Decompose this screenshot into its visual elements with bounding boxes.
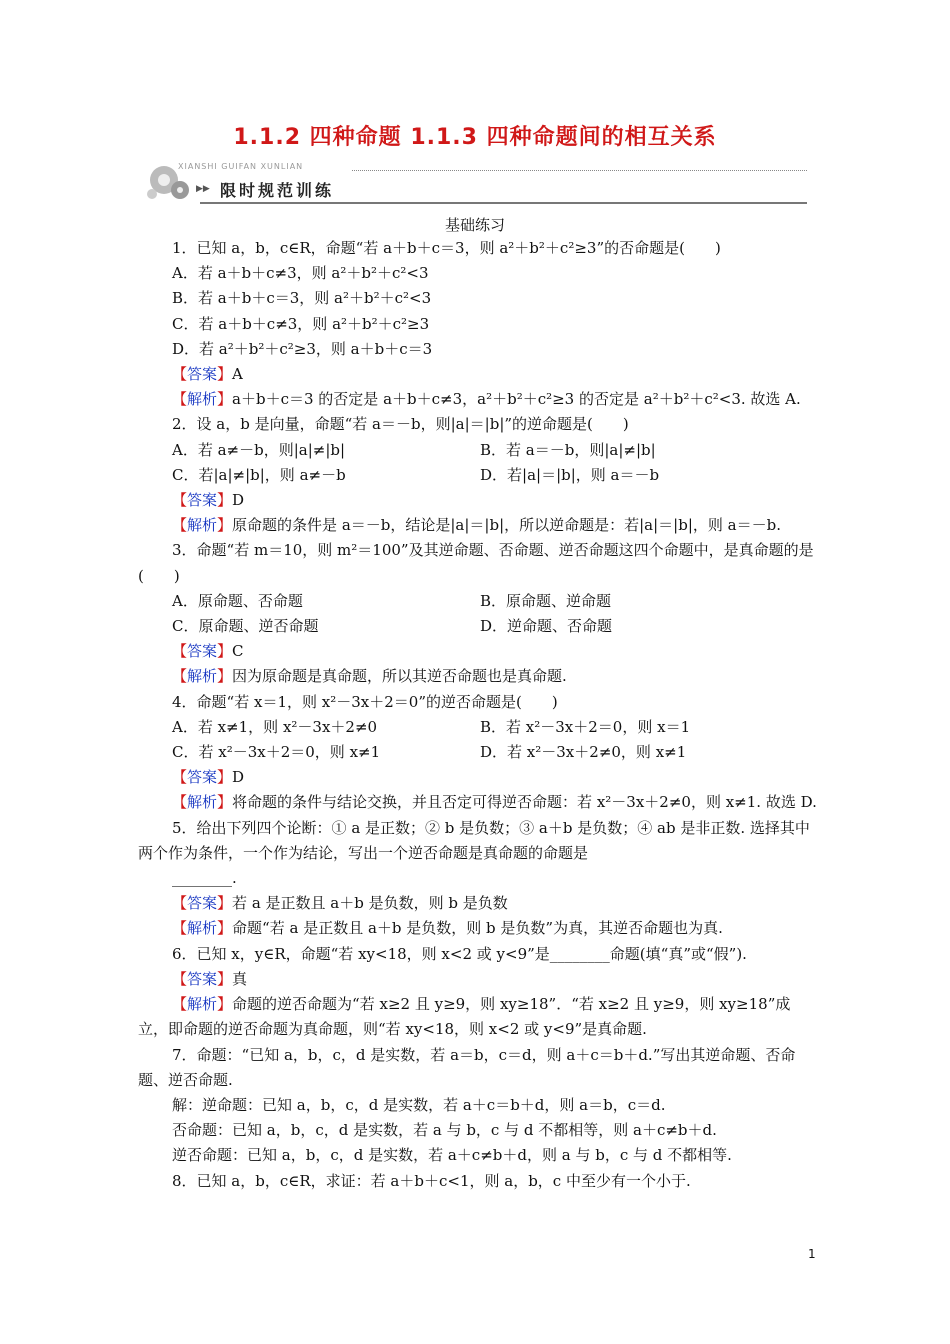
- analysis-5: 【解析】命题“若 a 是正数且 a＋b 是负数，则 b 是负数”为真，其逆否命题也为真.: [172, 919, 723, 938]
- question-5: 5．给出下列四个论断：① a 是正数；② b 是负数；③ a＋b 是负数；④ ab 是非正数. 选择其中两个作为条件，一个作为结论，写出一个逆否命题是真命题的命题是: [138, 818, 810, 862]
- option-4b: B．若 x²－3x＋2＝0，则 x＝1: [480, 717, 691, 736]
- arrow-icon: ▶▶: [196, 184, 210, 194]
- option-3a: A．原命题、否命题: [172, 591, 303, 610]
- page-number: 1: [808, 1247, 816, 1261]
- question-4: 4．命题“若 x＝1，则 x²－3x＋2＝0”的逆否命题是( ): [172, 692, 558, 711]
- option-4d: D．若 x²－3x＋2≠0，则 x≠1: [480, 743, 687, 762]
- option-1a: A．若 a＋b＋c≠3，则 a²＋b²＋c²<3: [172, 264, 429, 283]
- answer-2: 【答案】D: [172, 491, 245, 510]
- banner-pinyin: XIANSHI GUIFAN XUNLIAN: [178, 162, 304, 171]
- answer-4: 【答案】D: [172, 768, 245, 787]
- analysis-3: 【解析】因为原命题是真命题，所以其逆否命题也是真命题.: [172, 667, 567, 686]
- section-heading: 基础练习: [444, 216, 505, 234]
- option-2c: C．若|a|≠|b|，则 a≠－b: [172, 465, 346, 484]
- page-title: 1.1.2 四种命题 1.1.3 四种命题间的相互关系: [233, 125, 717, 150]
- solution-7-contrapositive: 逆否命题：已知 a，b，c，d 是实数，若 a＋c≠b＋d，则 a 与 b，c 与 d 不都相等.: [172, 1146, 732, 1165]
- answer-5: 【答案】若 a 是正数且 a＋b 是负数，则 b 是负数: [172, 894, 508, 913]
- answer-3: 【答案】C: [172, 642, 244, 661]
- answer-tag: 答案: [187, 365, 218, 384]
- analysis-2: 【解析】原命题的条件是 a＝－b，结论是|a|＝|b|，所以逆命题是：若|a|＝|b|，则 a＝－b.: [172, 516, 781, 535]
- question-1: 1．已知 a，b，c∈R，命题“若 a＋b＋c＝3，则 a²＋b²＋c²≥3”的否命题是( ): [172, 239, 721, 257]
- section-banner: [140, 158, 810, 206]
- option-1d: D．若 a²＋b²＋c²≥3，则 a＋b＋c＝3: [172, 339, 433, 358]
- question-3: 3．命题“若 m＝10，则 m²＝100”及其逆命题、否命题、逆否命题这四个命题中，是真命题的是( ): [138, 541, 814, 585]
- solution-7-inverse: 否命题：已知 a，b，c，d 是实数，若 a 与 b，c 与 d 不都相等，则 a＋c≠b＋d.: [172, 1121, 717, 1140]
- options-2-row2: [138, 463, 818, 488]
- question-7: 7．命题：“已知 a，b，c，d 是实数，若 a＝b，c＝d，则 a＋c＝b＋d.”写出其逆命题、否命题、逆否命题.: [138, 1045, 796, 1089]
- analysis-4: 【解析】将命题的条件与结论交换，并且否定可得逆否命题：若 x²－3x＋2≠0，则 x≠1. 故选 D.: [172, 793, 817, 812]
- option-2a: A．若 a≠－b，则|a|≠|b|: [172, 440, 346, 459]
- content: [138, 236, 818, 1194]
- question-6: 6．已知 x，y∈R，命题“若 xy<18，则 x<2 或 y<9”是________命题(填“真”或“假”).: [172, 944, 747, 963]
- banner-label: 限时规范训练: [220, 181, 335, 200]
- analysis-1: 【解析】a＋b＋c＝3 的否定是 a＋b＋c≠3，a²＋b²＋c²≥3 的否定是 a²＋b²＋c²<3. 故选 A.: [172, 390, 801, 409]
- analysis-6: 【解析】命题的逆否命题为“若 x≥2 且 y≥9，则 xy≥18”．“若 x≥2 且 y≥9，则 xy≥18”成立，即命题的逆否命题为真命题，则“若 xy<18，则 x<2 或 y<9”是真命题.: [138, 995, 791, 1039]
- analysis-tag: 解析: [187, 390, 218, 409]
- option-2b: B．若 a＝－b，则|a|≠|b|: [480, 440, 656, 459]
- options-3-row2: [138, 614, 818, 639]
- banner-dotted-line: [352, 170, 807, 171]
- option-4c: C．若 x²－3x＋2＝0，则 x≠1: [172, 743, 381, 762]
- option-2d: D．若|a|＝|b|，则 a＝－b: [480, 465, 660, 484]
- question-2: 2．设 a，b 是向量，命题“若 a＝－b，则|a|＝|b|”的逆命题是( ): [172, 415, 629, 434]
- option-1c: C．若 a＋b＋c≠3，则 a²＋b²＋c²≥3: [172, 314, 430, 333]
- answer-6: 【答案】真: [172, 969, 248, 988]
- question-8: 8．已知 a，b，c∈R，求证：若 a＋b＋c<1，则 a，b，c 中至少有一个小于.: [172, 1171, 691, 1190]
- options-4-row2: [138, 740, 818, 765]
- options-4-row1: [138, 715, 818, 740]
- options-2-row1: [138, 438, 818, 463]
- option-4a: A．若 x≠1，则 x²－3x＋2≠0: [172, 717, 378, 736]
- solution-7-converse: 解：逆命题：已知 a，b，c，d 是实数，若 a＋c＝b＋d，则 a＝b，c＝d.: [172, 1095, 666, 1114]
- option-3d: D．逆命题、否命题: [480, 617, 613, 636]
- blank-5: ________.: [172, 869, 237, 888]
- options-3-row1: [138, 589, 818, 614]
- option-3c: C．原命题、逆否命题: [172, 617, 319, 636]
- option-1b: B．若 a＋b＋c＝3，则 a²＋b²＋c²<3: [172, 289, 432, 308]
- banner-underline: [200, 202, 807, 204]
- option-3b: B．原命题、逆命题: [480, 591, 612, 610]
- answer-1: 【答案】A: [172, 365, 243, 384]
